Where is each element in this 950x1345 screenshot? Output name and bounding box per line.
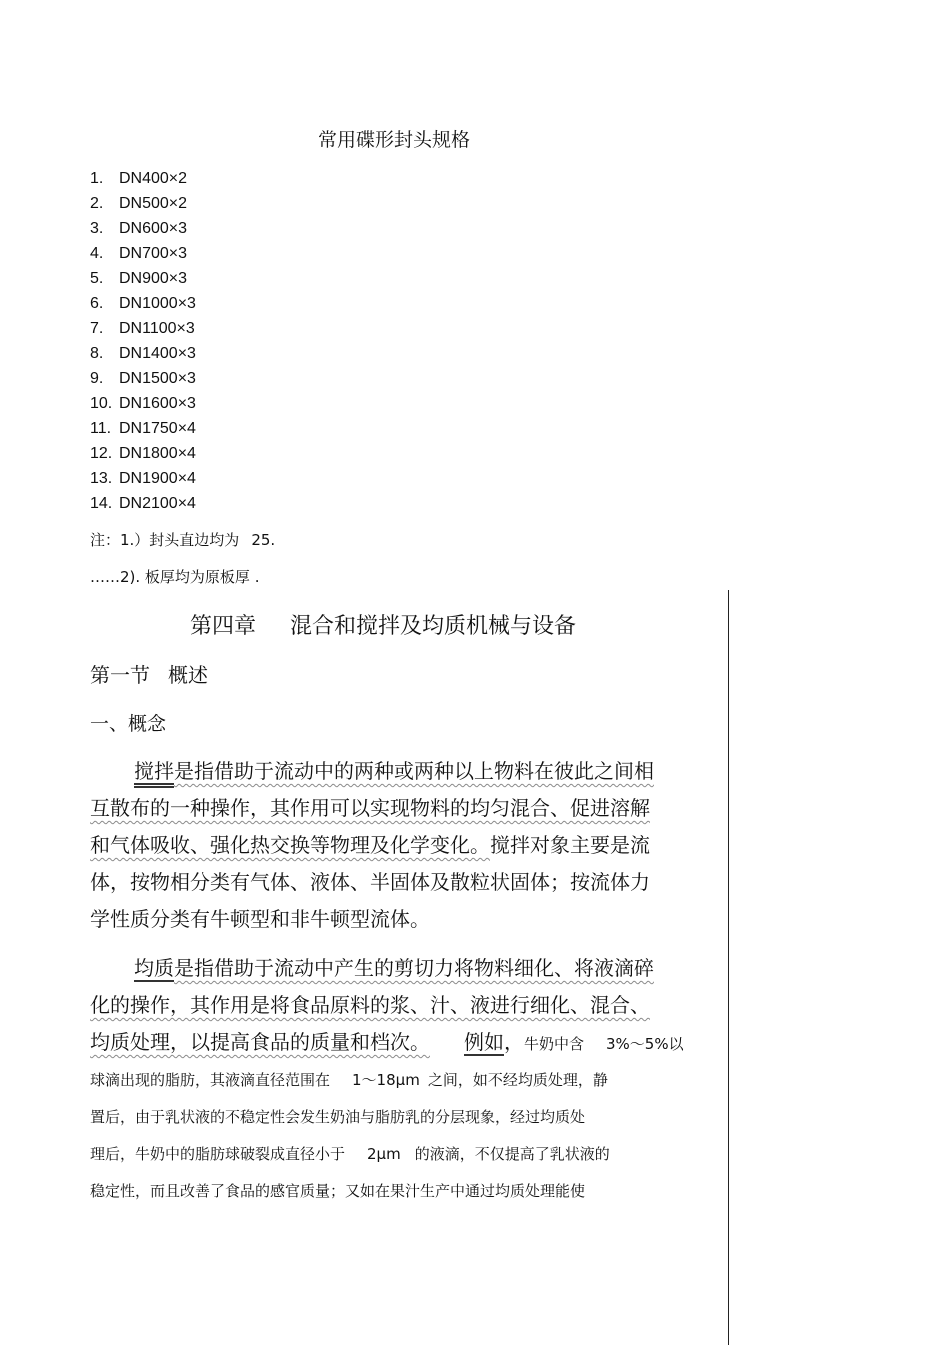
list-item: 8. DN1400×3	[90, 345, 196, 362]
list-item: 6. DN1000×3	[90, 295, 196, 312]
paragraph-2-line-7: 稳定性，而且改善了食品的感官质量；又如在果汁生产中通过均质处理能使	[90, 1182, 586, 1200]
list-item: 14. DN2100×4	[90, 495, 196, 512]
list-item: 13. DN1900×4	[90, 470, 196, 487]
list-item: 1. DN400×2	[90, 170, 188, 187]
spec-list	[90, 168, 196, 518]
spec-note-1: 注：1.）封头直边均为 25.	[90, 531, 276, 549]
list-item: 9. DN1500×3	[90, 370, 196, 387]
paragraph-2-line-5: 置后，由于乳状液的不稳定性会发生奶油与脂肪乳的分层现象，经过均质处	[90, 1108, 586, 1126]
section-heading: 第一节 概述	[90, 663, 208, 687]
paragraph-2-line-1: 均质是指借助于流动中产生的剪切力将物料细化、将液滴碎	[134, 956, 654, 980]
list-item: 7. DN1100×3	[90, 320, 195, 337]
spec-title: 常用碟形封头规格	[318, 129, 471, 151]
chapter-heading: 第四章 混合和搅拌及均质机械与设备	[190, 614, 577, 639]
list-item: 3. DN600×3	[90, 220, 188, 237]
paragraph-2-line-4: 球滴出现的脂肪，其液滴直径范围在 1～18μm 之间，如不经均质处理，静	[90, 1071, 608, 1089]
paragraph-2-line-2: 化的操作，其作用是将食品原料的浆、汁、液进行细化、混合、	[90, 993, 650, 1017]
list-item: 2. DN500×2	[90, 195, 188, 212]
term-stirring: 搅拌	[134, 759, 174, 783]
paragraph-1-line-4: 体，按物相分类有气体、液体、半固体及散粒状固体；按流体力	[90, 870, 650, 894]
list-item: 10. DN1600×3	[90, 395, 196, 412]
term-example: 例如	[464, 1030, 504, 1054]
spec-note-2: ……2). 板厚均为原板厚 .	[90, 568, 260, 586]
paragraph-1-line-5: 学性质分类有牛顿型和非牛顿型流体。	[90, 907, 430, 931]
list-item: 11. DN1750×4	[90, 420, 196, 437]
paragraph-2-line-6: 理后，牛奶中的脂肪球破裂成直径小于 2μm 的液滴，不仅提高了乳状液的	[90, 1145, 610, 1163]
term-homogenization: 均质	[134, 956, 174, 980]
paragraph-1-line-1: 搅拌是指借助于流动中的两种或两种以上物料在彼此之间相	[134, 759, 654, 783]
margin-divider-line	[728, 590, 729, 1345]
list-item: 4. DN700×3	[90, 245, 188, 262]
subsection-heading: 一、概念	[90, 713, 167, 735]
paragraph-2-line-3: 均质处理，以提高食品的质量和档次。 例如，牛奶中含 3%～5%以	[90, 1030, 684, 1054]
list-item: 12. DN1800×4	[90, 445, 196, 462]
paragraph-1-line-3: 和气体吸收、强化热交换等物理及化学变化。搅拌对象主要是流	[90, 833, 650, 857]
list-item: 5. DN900×3	[90, 270, 188, 287]
paragraph-1-line-2: 互散布的一种操作，其作用可以实现物料的均匀混合、促进溶解	[90, 796, 650, 820]
